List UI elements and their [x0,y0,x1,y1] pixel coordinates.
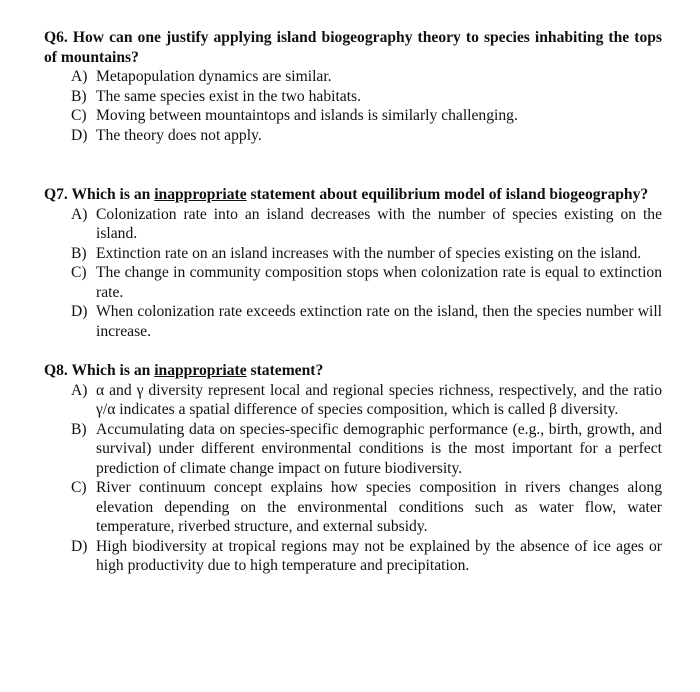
option-text: Moving between mountaintops and islands is similarly challenging. [96,107,518,124]
question-7-title [44,185,662,205]
option-text: High biodiversity at tropical regions may not be explained by the absence of ice ages or high productivity due to high temperature and precipitation. [96,537,662,574]
question-8-title [44,361,662,381]
question-7-options [44,205,662,342]
question-8-option-c [44,478,662,537]
question-8-title-emphasis: inappropriate [154,362,247,379]
question-8-option-b [44,420,662,479]
question-8 [44,361,662,576]
question-7-option-b [44,244,662,264]
document-page [44,28,662,576]
question-6-title: Q6. How can one justify applying island biogeography theory to species inhabiting the tops of mountains? [44,29,662,66]
option-text: The change in community composition stops when colonization rate is equal to extinction rate. [96,264,662,301]
option-letter: C) [71,264,87,281]
option-letter: D) [71,537,88,555]
question-6-option-b [44,87,662,107]
question-7-option-d [44,302,662,341]
option-text: The same species exist in the two habitats. [96,87,362,105]
option-text: Metapopulation dynamics are similar. [96,68,332,85]
option-text: α and γ diversity represent local and regional species richness, respectively, and the ratio γ/α indicates a spatial difference of species composition, which is called β diversity. [96,381,662,418]
option-letter: A) [71,205,88,223]
option-letter: A) [71,68,88,85]
question-6-option-a [44,67,662,87]
option-text: Colonization rate into an island decreases with the number of species existing on the island. [96,205,662,242]
option-text: The theory does not apply. [96,126,262,144]
option-letter: D) [71,303,88,320]
question-7-option-c [44,263,662,302]
question-8-option-d [44,537,662,576]
question-7-title-prefix: Q7. Which is an [44,186,155,203]
option-text: Accumulating data on species-specific demographic performance (e.g., birth, growth, and survival) under different environmental conditions is the most important for a perfect prediction of climate change impact on future biodiversity. [96,420,662,477]
question-8-title-suffix: statement? [246,362,324,379]
question-7-option-a [44,205,662,244]
option-letter: D) [71,126,88,144]
option-text: When colonization rate exceeds extinction rate on the island, then the species number will increase. [96,303,662,340]
option-letter: B) [71,87,87,105]
question-6-options [44,67,662,145]
option-letter: C) [71,107,87,124]
question-8-option-a [44,381,662,420]
option-letter: B) [71,420,87,438]
question-8-options [44,381,662,576]
question-6-option-d [44,126,662,146]
question-7-title-emphasis: inappropriate [154,186,247,203]
question-6-option-c [44,106,662,126]
question-6 [44,28,662,145]
question-7-title-suffix: statement about equilibrium model of island biogeography? [246,186,649,203]
option-text: Extinction rate on an island increases with the number of species existing on the island. [96,244,642,262]
question-8-title-prefix: Q8. Which is an [44,362,155,379]
option-letter: A) [71,381,88,399]
question-7 [44,185,662,341]
option-letter: C) [71,479,87,496]
option-letter: B) [71,244,87,262]
option-text: River continuum concept explains how species composition in rivers changes along elevation depending on the environmental conditions such as water flow, water temperature, riverbed structure, and external subsidy. [96,479,662,535]
